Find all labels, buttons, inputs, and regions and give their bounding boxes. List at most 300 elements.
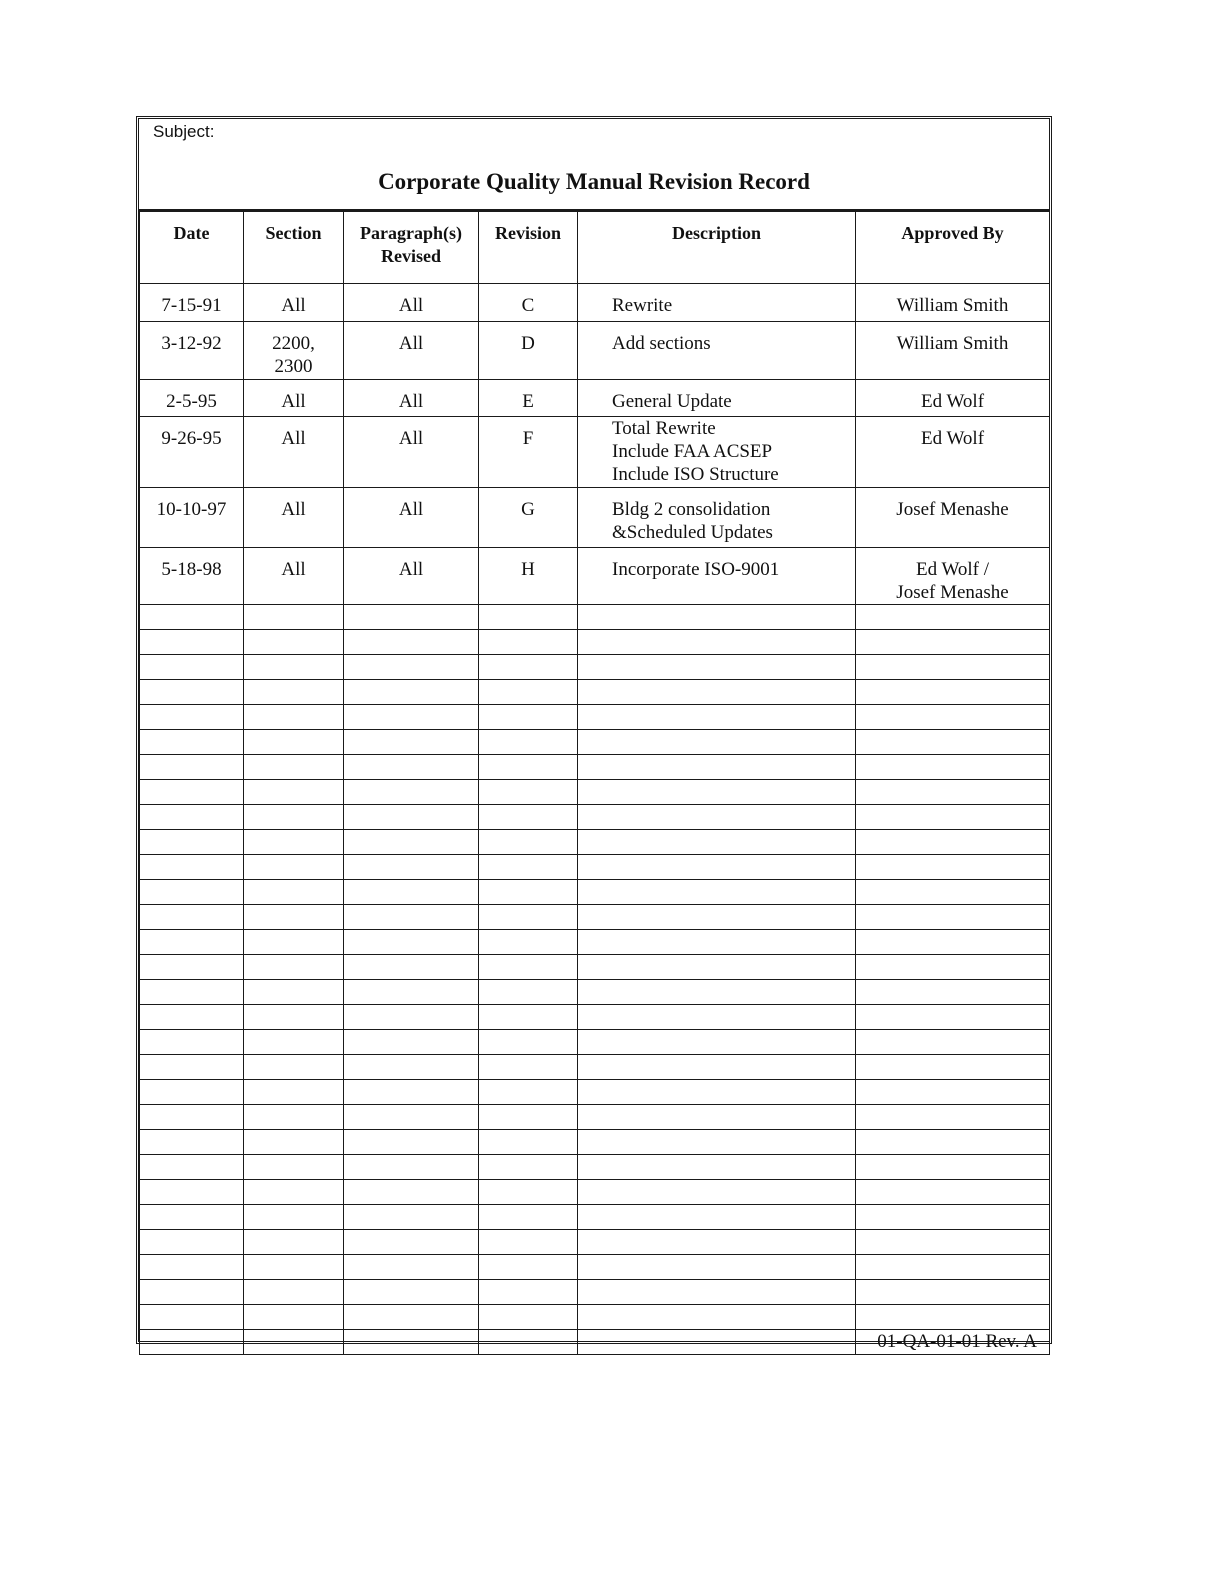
blank-cell [344, 855, 479, 880]
section-header [244, 212, 344, 284]
blank-cell [344, 780, 479, 805]
blank-row [140, 630, 1050, 655]
blank-cell [856, 1030, 1050, 1055]
blank-row [140, 905, 1050, 930]
blank-cell [344, 730, 479, 755]
date-cell [140, 548, 244, 605]
blank-row [140, 1205, 1050, 1230]
cell-text: Ed Wolf [920, 428, 985, 449]
blank-cell [578, 1330, 856, 1355]
approved-by-cell [856, 380, 1050, 417]
table-row [140, 548, 1050, 605]
section-cell [244, 417, 344, 488]
blank-cell [140, 1155, 244, 1180]
cell-text: 3-12-92 [161, 333, 222, 354]
blank-cell [244, 930, 344, 955]
blank-cell [578, 680, 856, 705]
blank-cell [140, 805, 244, 830]
revision-cell [479, 380, 578, 417]
cell-text: Total Rewrite [612, 418, 716, 439]
blank-cell [140, 630, 244, 655]
blank-cell [344, 830, 479, 855]
blank-cell [344, 655, 479, 680]
date-cell [140, 380, 244, 417]
blank-row [140, 605, 1050, 630]
blank-cell [479, 605, 578, 630]
blank-cell [140, 1305, 244, 1330]
blank-cell [578, 730, 856, 755]
blank-cell [244, 1130, 344, 1155]
blank-cell [140, 780, 244, 805]
blank-cell [344, 1305, 479, 1330]
blank-cell [140, 605, 244, 630]
blank-cell [479, 705, 578, 730]
blank-row [140, 830, 1050, 855]
cell-text: All [281, 499, 306, 520]
blank-row [140, 1330, 1050, 1355]
blank-cell [578, 980, 856, 1005]
approved-by-cell [856, 417, 1050, 488]
blank-row [140, 755, 1050, 780]
header-text: Section [265, 223, 322, 243]
blank-row [140, 730, 1050, 755]
blank-cell [244, 630, 344, 655]
blank-cell [856, 755, 1050, 780]
blank-row [140, 1280, 1050, 1305]
blank-cell [344, 1030, 479, 1055]
blank-cell [140, 655, 244, 680]
blank-cell [856, 980, 1050, 1005]
cell-text: 10-10-97 [156, 499, 227, 520]
blank-cell [479, 980, 578, 1005]
blank-cell [479, 1180, 578, 1205]
blank-cell [856, 1130, 1050, 1155]
table-row [140, 417, 1050, 488]
section-cell [244, 380, 344, 417]
blank-cell [244, 755, 344, 780]
table-row [140, 322, 1050, 380]
blank-cell [140, 705, 244, 730]
blank-cell [244, 780, 344, 805]
header-text: Revision [494, 223, 561, 243]
blank-cell [244, 605, 344, 630]
blank-cell [856, 1305, 1050, 1330]
header-text: Description [672, 223, 761, 243]
blank-row [140, 855, 1050, 880]
table-row [140, 380, 1050, 417]
blank-cell [344, 980, 479, 1005]
blank-cell [479, 830, 578, 855]
cell-text: H [521, 559, 535, 580]
blank-cell [479, 1105, 578, 1130]
blank-cell [578, 855, 856, 880]
cell-text: F [522, 428, 534, 449]
blank-cell [140, 1330, 244, 1355]
blank-cell [856, 930, 1050, 955]
blank-cell [578, 780, 856, 805]
blank-cell [140, 1080, 244, 1105]
cell-text: Rewrite [612, 295, 673, 316]
blank-cell [140, 930, 244, 955]
blank-cell [479, 905, 578, 930]
blank-cell [578, 655, 856, 680]
cell-text: All [281, 391, 306, 412]
blank-cell [244, 1205, 344, 1230]
blank-cell [578, 1030, 856, 1055]
blank-cell [344, 1105, 479, 1130]
blank-cell [856, 655, 1050, 680]
cell-text: 5-18-98 [161, 559, 222, 580]
blank-row [140, 1005, 1050, 1030]
blank-cell [344, 1230, 479, 1255]
blank-cell [344, 705, 479, 730]
paragraphs-cell [344, 417, 479, 488]
cell-text: Bldg 2 consolidation [612, 499, 771, 520]
table-body [140, 284, 1050, 1355]
cell-text: C [521, 295, 535, 316]
blank-cell [856, 1230, 1050, 1255]
blank-cell [244, 655, 344, 680]
blank-cell [856, 730, 1050, 755]
revision-cell [479, 488, 578, 548]
subject-label: Subject: [153, 122, 215, 141]
blank-cell [578, 755, 856, 780]
blank-row [140, 1255, 1050, 1280]
section-cell [244, 284, 344, 322]
blank-cell [244, 705, 344, 730]
blank-cell [140, 905, 244, 930]
blank-cell [479, 1055, 578, 1080]
blank-cell [140, 830, 244, 855]
cell-text: William Smith [896, 295, 1009, 316]
blank-cell [344, 1330, 479, 1355]
approved-by-cell [856, 284, 1050, 322]
section-cell [244, 488, 344, 548]
date-cell [140, 488, 244, 548]
cell-text: 2300 [274, 356, 313, 377]
cell-text: Josef Menashe [896, 499, 1009, 520]
cell-text: D [521, 333, 535, 354]
blank-cell [578, 805, 856, 830]
blank-cell [479, 1130, 578, 1155]
form-title: Corporate Quality Manual Revision Record [378, 169, 810, 194]
blank-row [140, 1130, 1050, 1155]
blank-cell [856, 605, 1050, 630]
blank-cell [856, 880, 1050, 905]
blank-row [140, 930, 1050, 955]
cell-text: All [281, 428, 306, 449]
paragraphs-cell [344, 380, 479, 417]
blank-cell [140, 1230, 244, 1255]
blank-cell [856, 830, 1050, 855]
description-cell [578, 380, 856, 417]
blank-cell [479, 755, 578, 780]
blank-cell [344, 1205, 479, 1230]
approved-by-cell [856, 488, 1050, 548]
cell-text: 2200, [272, 333, 315, 354]
revision-header [479, 212, 578, 284]
cell-text: All [398, 295, 424, 316]
blank-cell [856, 1205, 1050, 1230]
cell-text: All [398, 499, 424, 520]
blank-cell [244, 1030, 344, 1055]
blank-cell [140, 1030, 244, 1055]
cell-text: &Scheduled Updates [612, 522, 773, 543]
blank-cell [244, 980, 344, 1005]
blank-cell [344, 605, 479, 630]
blank-row [140, 880, 1050, 905]
blank-cell [244, 880, 344, 905]
blank-row [140, 780, 1050, 805]
paragraphs-cell [344, 548, 479, 605]
blank-cell [479, 655, 578, 680]
blank-cell [244, 805, 344, 830]
blank-cell [244, 1055, 344, 1080]
blank-row [140, 805, 1050, 830]
blank-cell [140, 755, 244, 780]
cell-text: Add sections [612, 333, 711, 354]
blank-cell [140, 855, 244, 880]
blank-cell [244, 830, 344, 855]
cell-text: William Smith [896, 333, 1009, 354]
blank-cell [479, 1280, 578, 1305]
blank-cell [140, 730, 244, 755]
blank-row [140, 1105, 1050, 1130]
blank-cell [244, 680, 344, 705]
header-text: Paragraph(s) [360, 223, 462, 243]
blank-cell [856, 1005, 1050, 1030]
blank-cell [244, 1180, 344, 1205]
blank-cell [856, 1055, 1050, 1080]
cell-text: Josef Menashe [896, 582, 1009, 603]
blank-cell [140, 955, 244, 980]
cell-text: General Update [612, 391, 732, 412]
blank-row [140, 655, 1050, 680]
blank-cell [578, 605, 856, 630]
table-row [140, 488, 1050, 548]
blank-cell [244, 1230, 344, 1255]
blank-cell [856, 1105, 1050, 1130]
blank-cell [244, 1255, 344, 1280]
blank-cell [140, 1055, 244, 1080]
cell-text: All [398, 559, 424, 580]
blank-cell [344, 1280, 479, 1305]
blank-cell [578, 1080, 856, 1105]
blank-row [140, 1080, 1050, 1105]
blank-cell [856, 1080, 1050, 1105]
blank-cell [479, 1205, 578, 1230]
blank-cell [344, 955, 479, 980]
blank-cell [578, 705, 856, 730]
blank-cell [856, 955, 1050, 980]
approved-by-header [856, 212, 1050, 284]
blank-cell [244, 905, 344, 930]
blank-cell [140, 1180, 244, 1205]
header-text: Approved By [901, 223, 1004, 243]
cell-text: Ed Wolf [920, 391, 985, 412]
blank-cell [479, 1305, 578, 1330]
revision-cell [479, 284, 578, 322]
blank-cell [578, 1105, 856, 1130]
description-cell [578, 322, 856, 380]
approved-by-cell [856, 548, 1050, 605]
blank-cell [856, 705, 1050, 730]
blank-row [140, 980, 1050, 1005]
revision-cell [479, 322, 578, 380]
cell-text: All [398, 391, 424, 412]
blank-cell [479, 805, 578, 830]
blank-cell [479, 680, 578, 705]
cell-text: Ed Wolf / [915, 559, 990, 580]
blank-cell [479, 1255, 578, 1280]
approved-by-cell [856, 322, 1050, 380]
blank-cell [140, 1205, 244, 1230]
blank-cell [244, 855, 344, 880]
cell-text: G [521, 499, 535, 520]
cell-text: 9-26-95 [161, 428, 222, 449]
blank-cell [244, 955, 344, 980]
blank-row [140, 1030, 1050, 1055]
blank-cell [578, 905, 856, 930]
blank-cell [578, 1230, 856, 1255]
description-cell [578, 548, 856, 605]
blank-cell [244, 1080, 344, 1105]
blank-row [140, 680, 1050, 705]
blank-cell [344, 1155, 479, 1180]
blank-cell [344, 930, 479, 955]
revision-cell [479, 548, 578, 605]
blank-cell [479, 955, 578, 980]
description-cell [578, 488, 856, 548]
blank-cell [578, 1305, 856, 1330]
blank-cell [140, 680, 244, 705]
form-code: 01-QA-01-01 Rev. A [856, 1330, 1050, 1355]
cell-text: E [522, 391, 534, 412]
section-cell [244, 322, 344, 380]
blank-cell [479, 1030, 578, 1055]
blank-cell [578, 1155, 856, 1180]
blank-cell [578, 1005, 856, 1030]
blank-row [140, 1055, 1050, 1080]
blank-cell [344, 1055, 479, 1080]
cell-text: Incorporate ISO-9001 [612, 559, 780, 580]
blank-cell [244, 1005, 344, 1030]
blank-cell [244, 1330, 344, 1355]
blank-cell [479, 1080, 578, 1105]
blank-cell [344, 1180, 479, 1205]
section-cell [244, 548, 344, 605]
revision-record-form [136, 116, 1052, 1352]
blank-cell [244, 1155, 344, 1180]
cell-text: Include FAA ACSEP [612, 441, 773, 462]
cell-text: Include ISO Structure [612, 464, 779, 485]
blank-row [140, 1305, 1050, 1330]
blank-cell [344, 630, 479, 655]
blank-cell [856, 1280, 1050, 1305]
header-text: Revised [381, 246, 441, 266]
blank-cell [856, 1180, 1050, 1205]
blank-cell [344, 1080, 479, 1105]
blank-cell [344, 880, 479, 905]
blank-cell [344, 1255, 479, 1280]
cell-text: All [281, 295, 306, 316]
paragraphs-header [344, 212, 479, 284]
cell-text: All [398, 333, 424, 354]
blank-cell [578, 880, 856, 905]
paragraphs-cell [344, 322, 479, 380]
blank-cell [244, 1280, 344, 1305]
blank-cell [578, 930, 856, 955]
description-cell [578, 417, 856, 488]
cell-text: 7-15-91 [161, 295, 222, 316]
blank-cell [344, 680, 479, 705]
blank-cell [344, 1005, 479, 1030]
blank-row [140, 1180, 1050, 1205]
blank-cell [578, 1205, 856, 1230]
blank-row [140, 1155, 1050, 1180]
blank-cell [479, 630, 578, 655]
description-cell [578, 284, 856, 322]
blank-cell [140, 980, 244, 1005]
blank-cell [479, 1230, 578, 1255]
blank-cell [578, 630, 856, 655]
blank-cell [479, 930, 578, 955]
blank-cell [856, 780, 1050, 805]
cell-text: All [281, 559, 306, 580]
blank-cell [244, 1305, 344, 1330]
revision-cell [479, 417, 578, 488]
blank-cell [578, 1055, 856, 1080]
blank-cell [479, 1330, 578, 1355]
date-cell [140, 322, 244, 380]
blank-cell [140, 1105, 244, 1130]
blank-cell [479, 1005, 578, 1030]
blank-cell [856, 805, 1050, 830]
cell-text: All [398, 428, 424, 449]
blank-cell [578, 1280, 856, 1305]
blank-cell [140, 1255, 244, 1280]
header-text: Date [173, 223, 210, 243]
blank-cell [244, 1105, 344, 1130]
paragraphs-cell [344, 284, 479, 322]
blank-row [140, 955, 1050, 980]
blank-cell [479, 780, 578, 805]
date-cell [140, 417, 244, 488]
blank-cell [140, 1005, 244, 1030]
blank-cell [578, 830, 856, 855]
blank-cell [479, 730, 578, 755]
blank-cell [479, 880, 578, 905]
subject-header [139, 119, 1049, 211]
blank-cell [140, 1280, 244, 1305]
blank-cell [856, 905, 1050, 930]
blank-cell [344, 755, 479, 780]
blank-cell [578, 955, 856, 980]
blank-cell [479, 1155, 578, 1180]
table-header-row [140, 212, 1050, 284]
blank-cell [578, 1255, 856, 1280]
blank-cell [344, 1130, 479, 1155]
blank-cell [856, 630, 1050, 655]
revision-table [139, 211, 1050, 1355]
blank-cell [244, 730, 344, 755]
blank-cell [344, 905, 479, 930]
blank-cell [856, 680, 1050, 705]
blank-cell [344, 805, 479, 830]
paragraphs-cell [344, 488, 479, 548]
blank-cell [856, 855, 1050, 880]
blank-cell [578, 1180, 856, 1205]
